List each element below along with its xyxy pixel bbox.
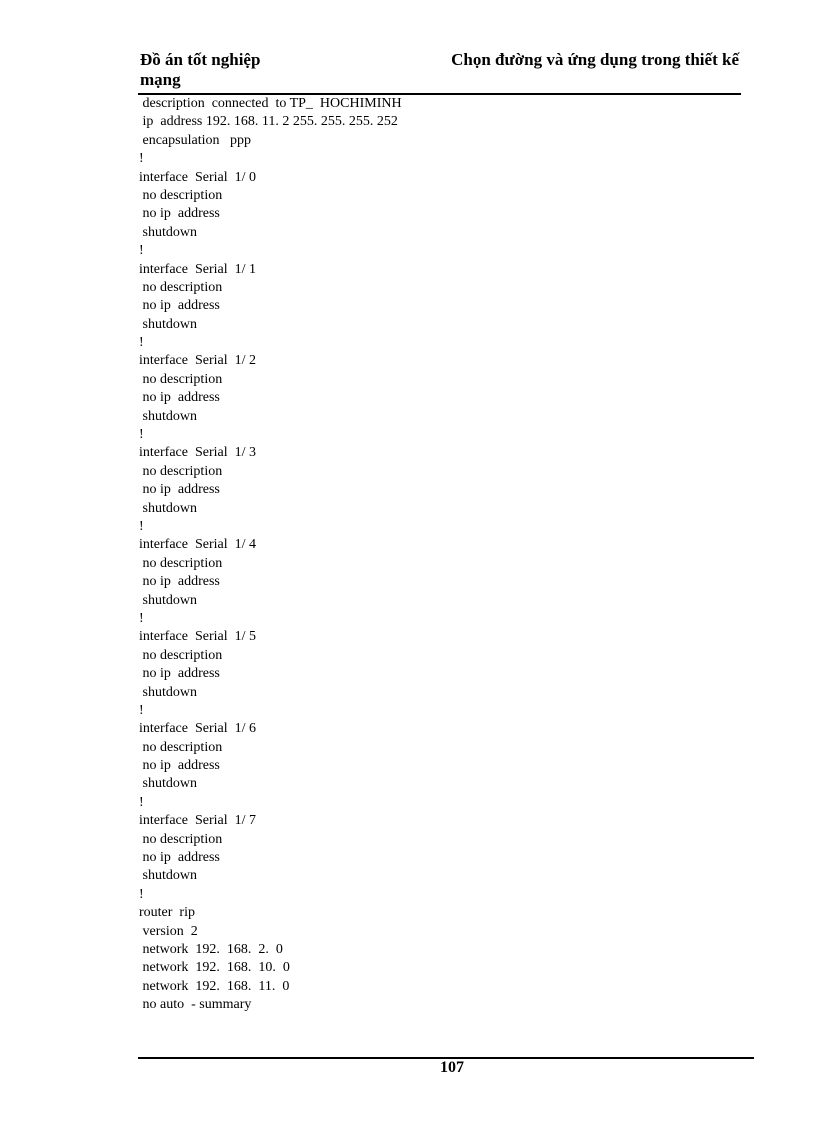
config-line: no auto - summary: [139, 997, 252, 1013]
config-line: no description: [139, 647, 223, 663]
config-line: !: [139, 427, 144, 443]
config-line: no description: [139, 555, 223, 571]
config-line: shutdown: [139, 316, 197, 332]
config-line: !: [139, 794, 144, 810]
document-title: [140, 50, 260, 90]
config-line: !: [139, 702, 144, 718]
config-line: interface Serial 1/ 7: [139, 813, 257, 829]
config-line: !: [139, 243, 144, 259]
config-line: no ip address: [139, 758, 220, 774]
config-line: !: [139, 886, 144, 902]
config-line: !: [139, 335, 144, 351]
config-line: network 192. 168. 2. 0: [139, 941, 283, 957]
config-line: no description: [139, 187, 223, 203]
config-line: shutdown: [139, 868, 197, 884]
config-line: shutdown: [139, 684, 197, 700]
config-line: network 192. 168. 10. 0: [139, 960, 290, 976]
config-line: description connected to TP_ HOCHIMINH: [139, 96, 402, 111]
config-line: no description: [139, 463, 223, 479]
config-line: router rip: [139, 905, 195, 921]
config-line: no ip address: [139, 574, 220, 590]
config-line: interface Serial 1/ 4: [139, 537, 257, 553]
config-line: no description: [139, 831, 223, 847]
page-number: 107: [440, 1059, 464, 1076]
config-line: interface Serial 1/ 5: [139, 629, 257, 645]
config-line: shutdown: [139, 592, 197, 608]
config-line: ip address 192. 168. 11. 2 255. 255. 255. 252: [139, 114, 398, 130]
config-line: network 192. 168. 11. 0: [139, 978, 290, 994]
document-title-line-1: Đồ án tốt nghiệp: [140, 50, 261, 69]
config-line: no description: [139, 371, 223, 387]
config-line: shutdown: [139, 408, 197, 424]
config-line: no description: [139, 279, 223, 295]
config-line: shutdown: [139, 500, 197, 516]
config-line: version 2: [139, 923, 198, 939]
config-line: !: [139, 610, 144, 626]
config-line: no ip address: [139, 482, 220, 498]
config-line: !: [139, 151, 144, 167]
config-line: interface Serial 1/ 0: [139, 169, 257, 185]
config-line: no ip address: [139, 850, 220, 866]
config-line: encapsulation ppp: [139, 132, 251, 148]
chapter-title: Chọn đường và ứng dụng trong thiết kế: [451, 50, 739, 69]
config-line: no ip address: [139, 206, 220, 222]
document-title-line-2: mạng: [140, 70, 181, 89]
config-line: !: [139, 518, 144, 534]
config-line: shutdown: [139, 224, 197, 240]
config-line: interface Serial 1/ 6: [139, 721, 257, 737]
config-line: no ip address: [139, 298, 220, 314]
config-line: interface Serial 1/ 2: [139, 353, 257, 369]
config-line: no ip address: [139, 666, 220, 682]
router-config-listing: [139, 95, 402, 1015]
config-line: no description: [139, 739, 223, 755]
config-line: interface Serial 1/ 3: [139, 445, 257, 461]
config-line: no ip address: [139, 390, 220, 406]
config-line: shutdown: [139, 776, 197, 792]
config-line: interface Serial 1/ 1: [139, 261, 257, 277]
